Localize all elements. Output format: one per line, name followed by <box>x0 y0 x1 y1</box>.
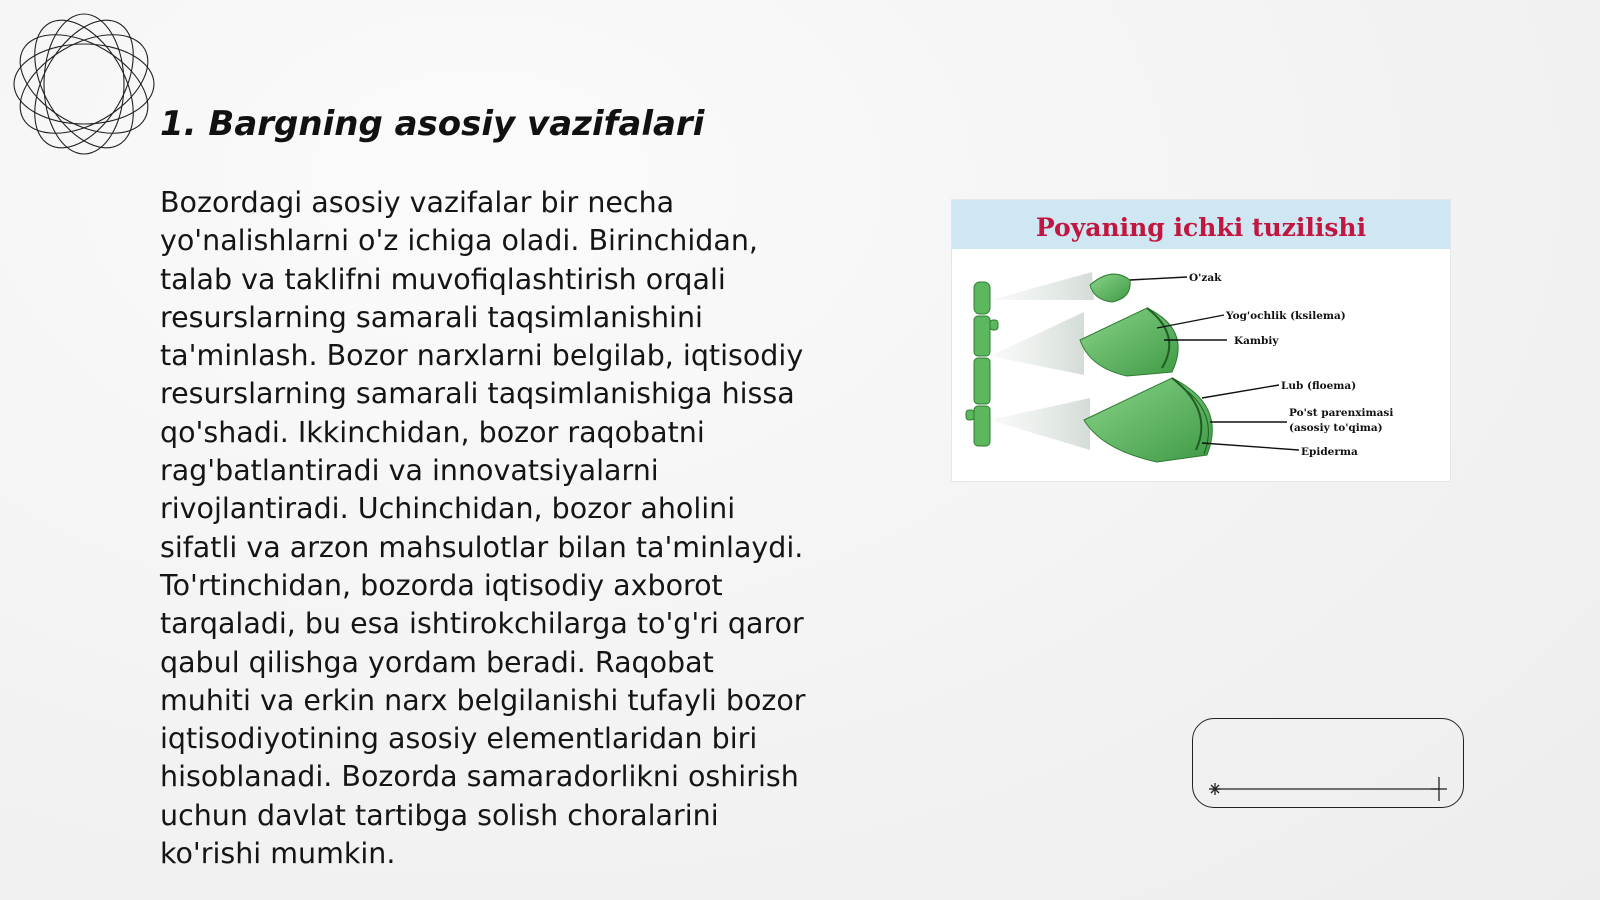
paragraph-line: To'rtinchidan, bozorda iqtisodiy axborot <box>160 568 723 602</box>
label-ksilema: Yog'ochlik (ksilema) <box>1226 310 1346 322</box>
cross-section-bottom <box>1084 378 1212 462</box>
paragraph-line: ko'rishi mumkin. <box>160 837 396 871</box>
stem-illustration <box>966 282 998 446</box>
label-parenxima-sub: (asosiy to'qima) <box>1289 422 1383 434</box>
paragraph-line: sifatli va arzon mahsulotlar bilan ta'minlaydi. <box>160 530 804 564</box>
paragraph-line: tarqaladi, bu esa ishtirokchilarga to'g'ri qaror <box>160 607 804 641</box>
stem-diagram <box>952 200 1450 481</box>
beam-top <box>990 272 1094 300</box>
label-parenxima: Po'st parenximasi <box>1289 407 1394 419</box>
cross-section-top <box>1090 274 1130 302</box>
paragraph-line: rivojlantiradi. Uchinchidan, bozor aholini <box>160 492 736 526</box>
label-ozak: O'zak <box>1189 272 1222 284</box>
paragraph-line: Bozordagi asosiy vazifalar bir necha <box>160 186 675 219</box>
cross-section-middle <box>1080 308 1178 376</box>
paragraph-line: resurslarning samarali taqsimlanishini <box>160 300 703 334</box>
beam-bottom <box>990 398 1090 450</box>
beam-middle <box>990 312 1084 375</box>
sparkle-icon <box>1209 783 1221 795</box>
label-kambiy: Kambiy <box>1234 335 1279 347</box>
paragraph-line: uchun davlat tartibga solish choralarini <box>160 798 719 832</box>
paragraph-line: ta'minlash. Bozor narxlarni belgilab, iqtisodiy <box>160 339 804 373</box>
slide-title: 1. Bargning asosiy vazifalari <box>160 104 705 144</box>
paragraph-line: yo'nalishlarni o'z ichiga oladi. Birinchidan, <box>160 224 758 258</box>
stem-structure-figure <box>952 200 1450 481</box>
paragraph-line: muhiti va erkin narx belgilanishi tufayli bozor <box>160 683 806 717</box>
paragraph-line: qo'shadi. Ikkinchidan, bozor raqobatni <box>160 415 705 449</box>
circular-ornament-icon <box>10 10 158 158</box>
decorative-frame <box>1192 718 1464 808</box>
paragraph-line: iqtisodiyotining asosiy elementlaridan biri <box>160 722 758 756</box>
label-floema: Lub (floema) <box>1281 380 1357 392</box>
decorative-line <box>1193 719 1465 809</box>
paragraph-line: resurslarning samarali taqsimlanishiga hissa <box>160 377 795 411</box>
paragraph-line: talab va taklifni muvofiqlashtirish orqali <box>160 262 726 296</box>
paragraph-line: rag'batlantiradi va innovatsiyalarni <box>160 454 659 488</box>
cross-icon <box>1431 777 1447 801</box>
figure-title: Poyaning ichki tuzilishi <box>1035 213 1367 242</box>
paragraph-line: hisoblanadi. Bozorda samaradorlikni oshirish <box>160 760 799 794</box>
paragraph-line: qabul qilishga yordam beradi. Raqobat <box>160 645 714 679</box>
body-paragraph <box>160 184 860 873</box>
label-epiderma: Epiderma <box>1301 446 1358 458</box>
